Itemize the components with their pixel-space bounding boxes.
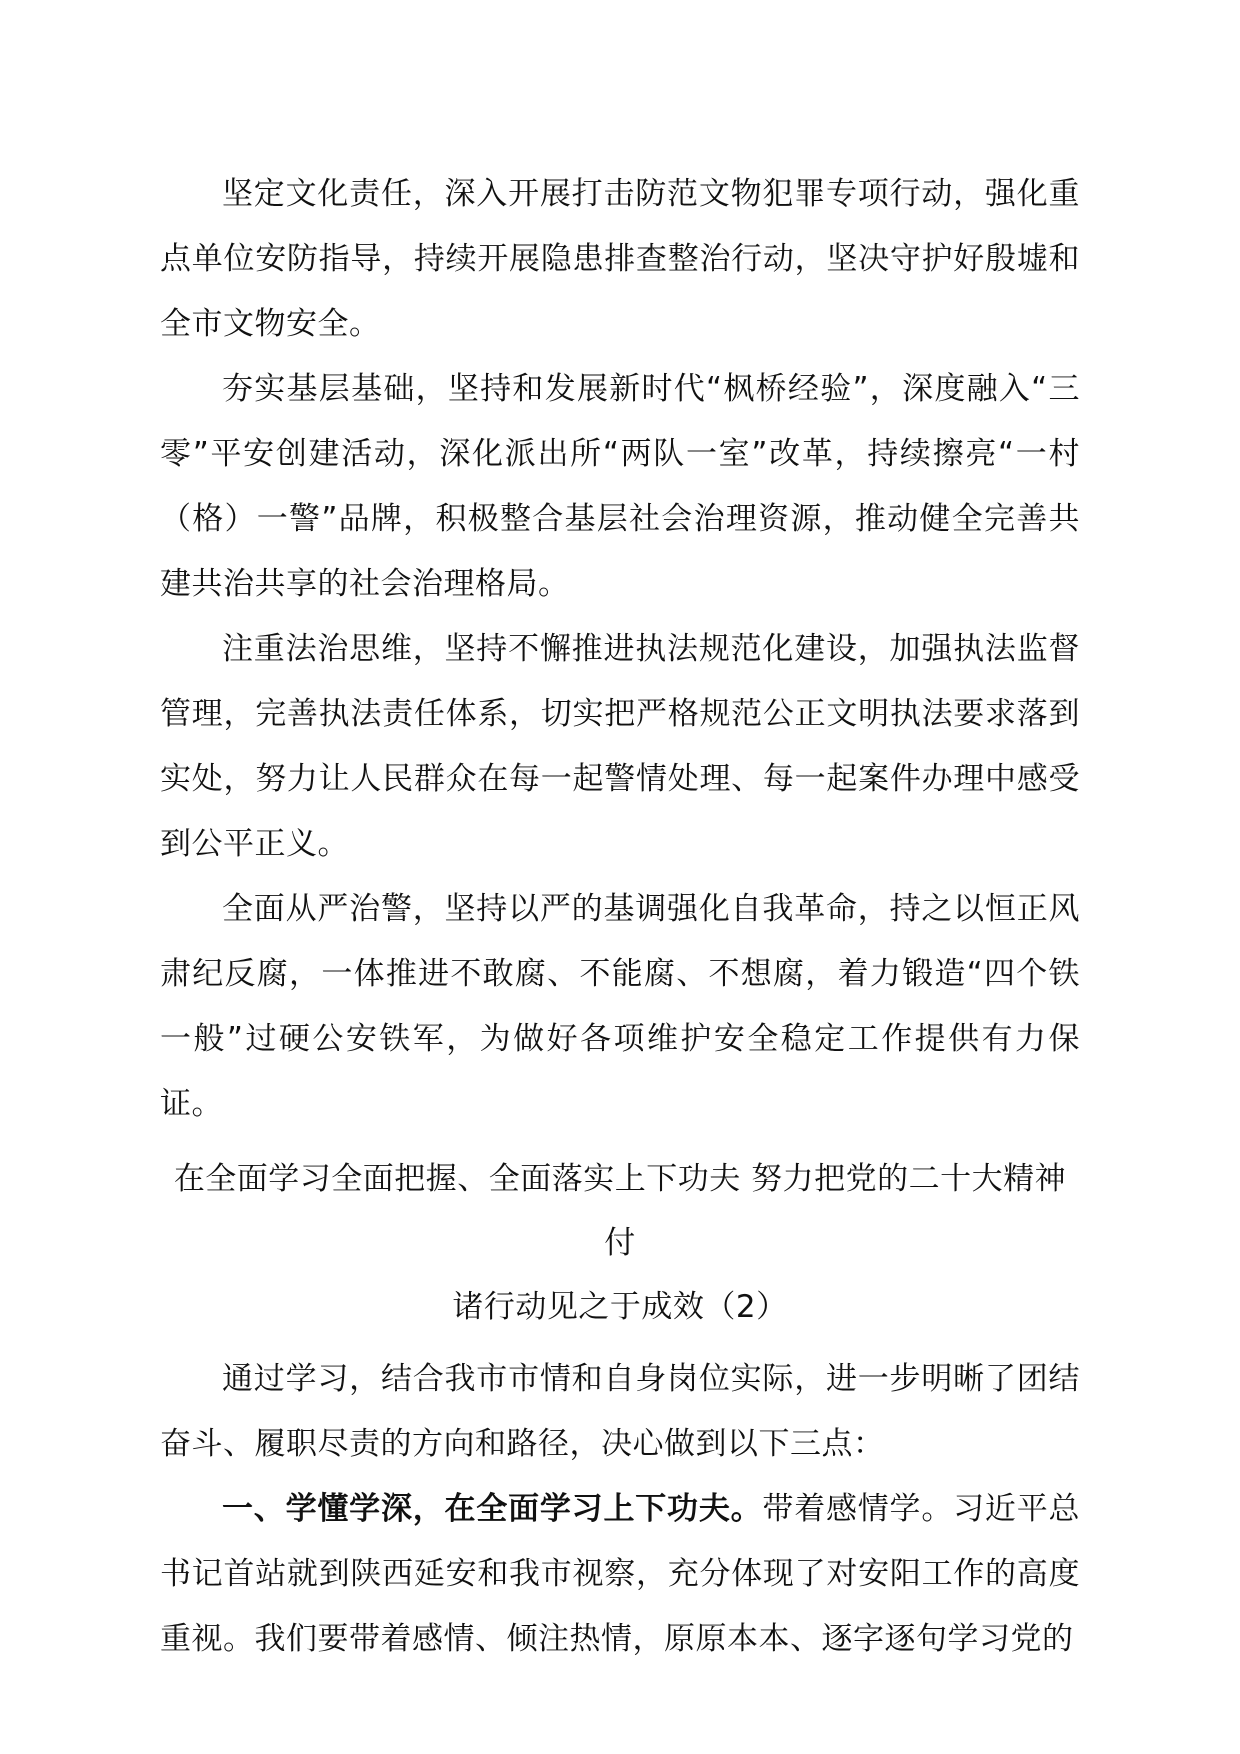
point-one-heading: 一、学懂学深，在全面学习上下功夫。 bbox=[222, 1491, 763, 1527]
paragraph-police-discipline: 全面从严治警，坚持以严的基调强化自我革命，持之以恒正风肃纪反腐，一体推进不敢腐、不能腐、不想腐，着力锻造“四个铁一般”过硬公安铁军，为做好各项维护安全稳定工作提供有力保证。 bbox=[160, 891, 1080, 1122]
section-heading-line1: 在全面学习全面把握、全面落实上下功夫 努力把党的二十大精神付 bbox=[173, 1161, 1067, 1261]
paragraph-intro: 通过学习，结合我市市情和自身岗位实际，进一步明晰了团结奋斗、履职尽责的方向和路径，决心做到以下三点： bbox=[160, 1361, 1080, 1462]
paragraph-rule-of-law: 注重法治思维，坚持不懈推进执法规范化建设，加强执法监督管理，完善执法责任体系，切实把严格规范公正文明执法要求落到实处，努力让人民群众在每一起警情处理、每一起案件办理中感受到公平正义。 bbox=[160, 631, 1080, 862]
paragraph-cultural-relics: 坚定文化责任，深入开展打击防范文物犯罪专项行动，强化重点单位安防指导，持续开展隐患排查整治行动，坚决守护好殷墟和全市文物安全。 bbox=[160, 176, 1080, 342]
section-heading bbox=[160, 1147, 1080, 1339]
section-heading-line2: 诸行动见之于成效（2） bbox=[452, 1289, 788, 1325]
document-page bbox=[160, 162, 1080, 1672]
paragraph-grassroots: 夯实基层基础，坚持和发展新时代“枫桥经验”，深度融入“三零”平安创建活动，深化派出所“两队一室”改革，持续擦亮“一村（格）一警”品牌，积极整合基层社会治理资源，推动健全完善共建共治共享的社会治理格局。 bbox=[160, 371, 1080, 602]
paragraph-point-one bbox=[160, 1477, 1080, 1672]
point-one-body: 带着感情学。习近平总书记首站就到陕西延安和我市视察，充分体现了对安阳工作的高度重视。我们要带着感情、倾注热情，原原本本、逐字逐句学习党的 bbox=[160, 1491, 1081, 1657]
